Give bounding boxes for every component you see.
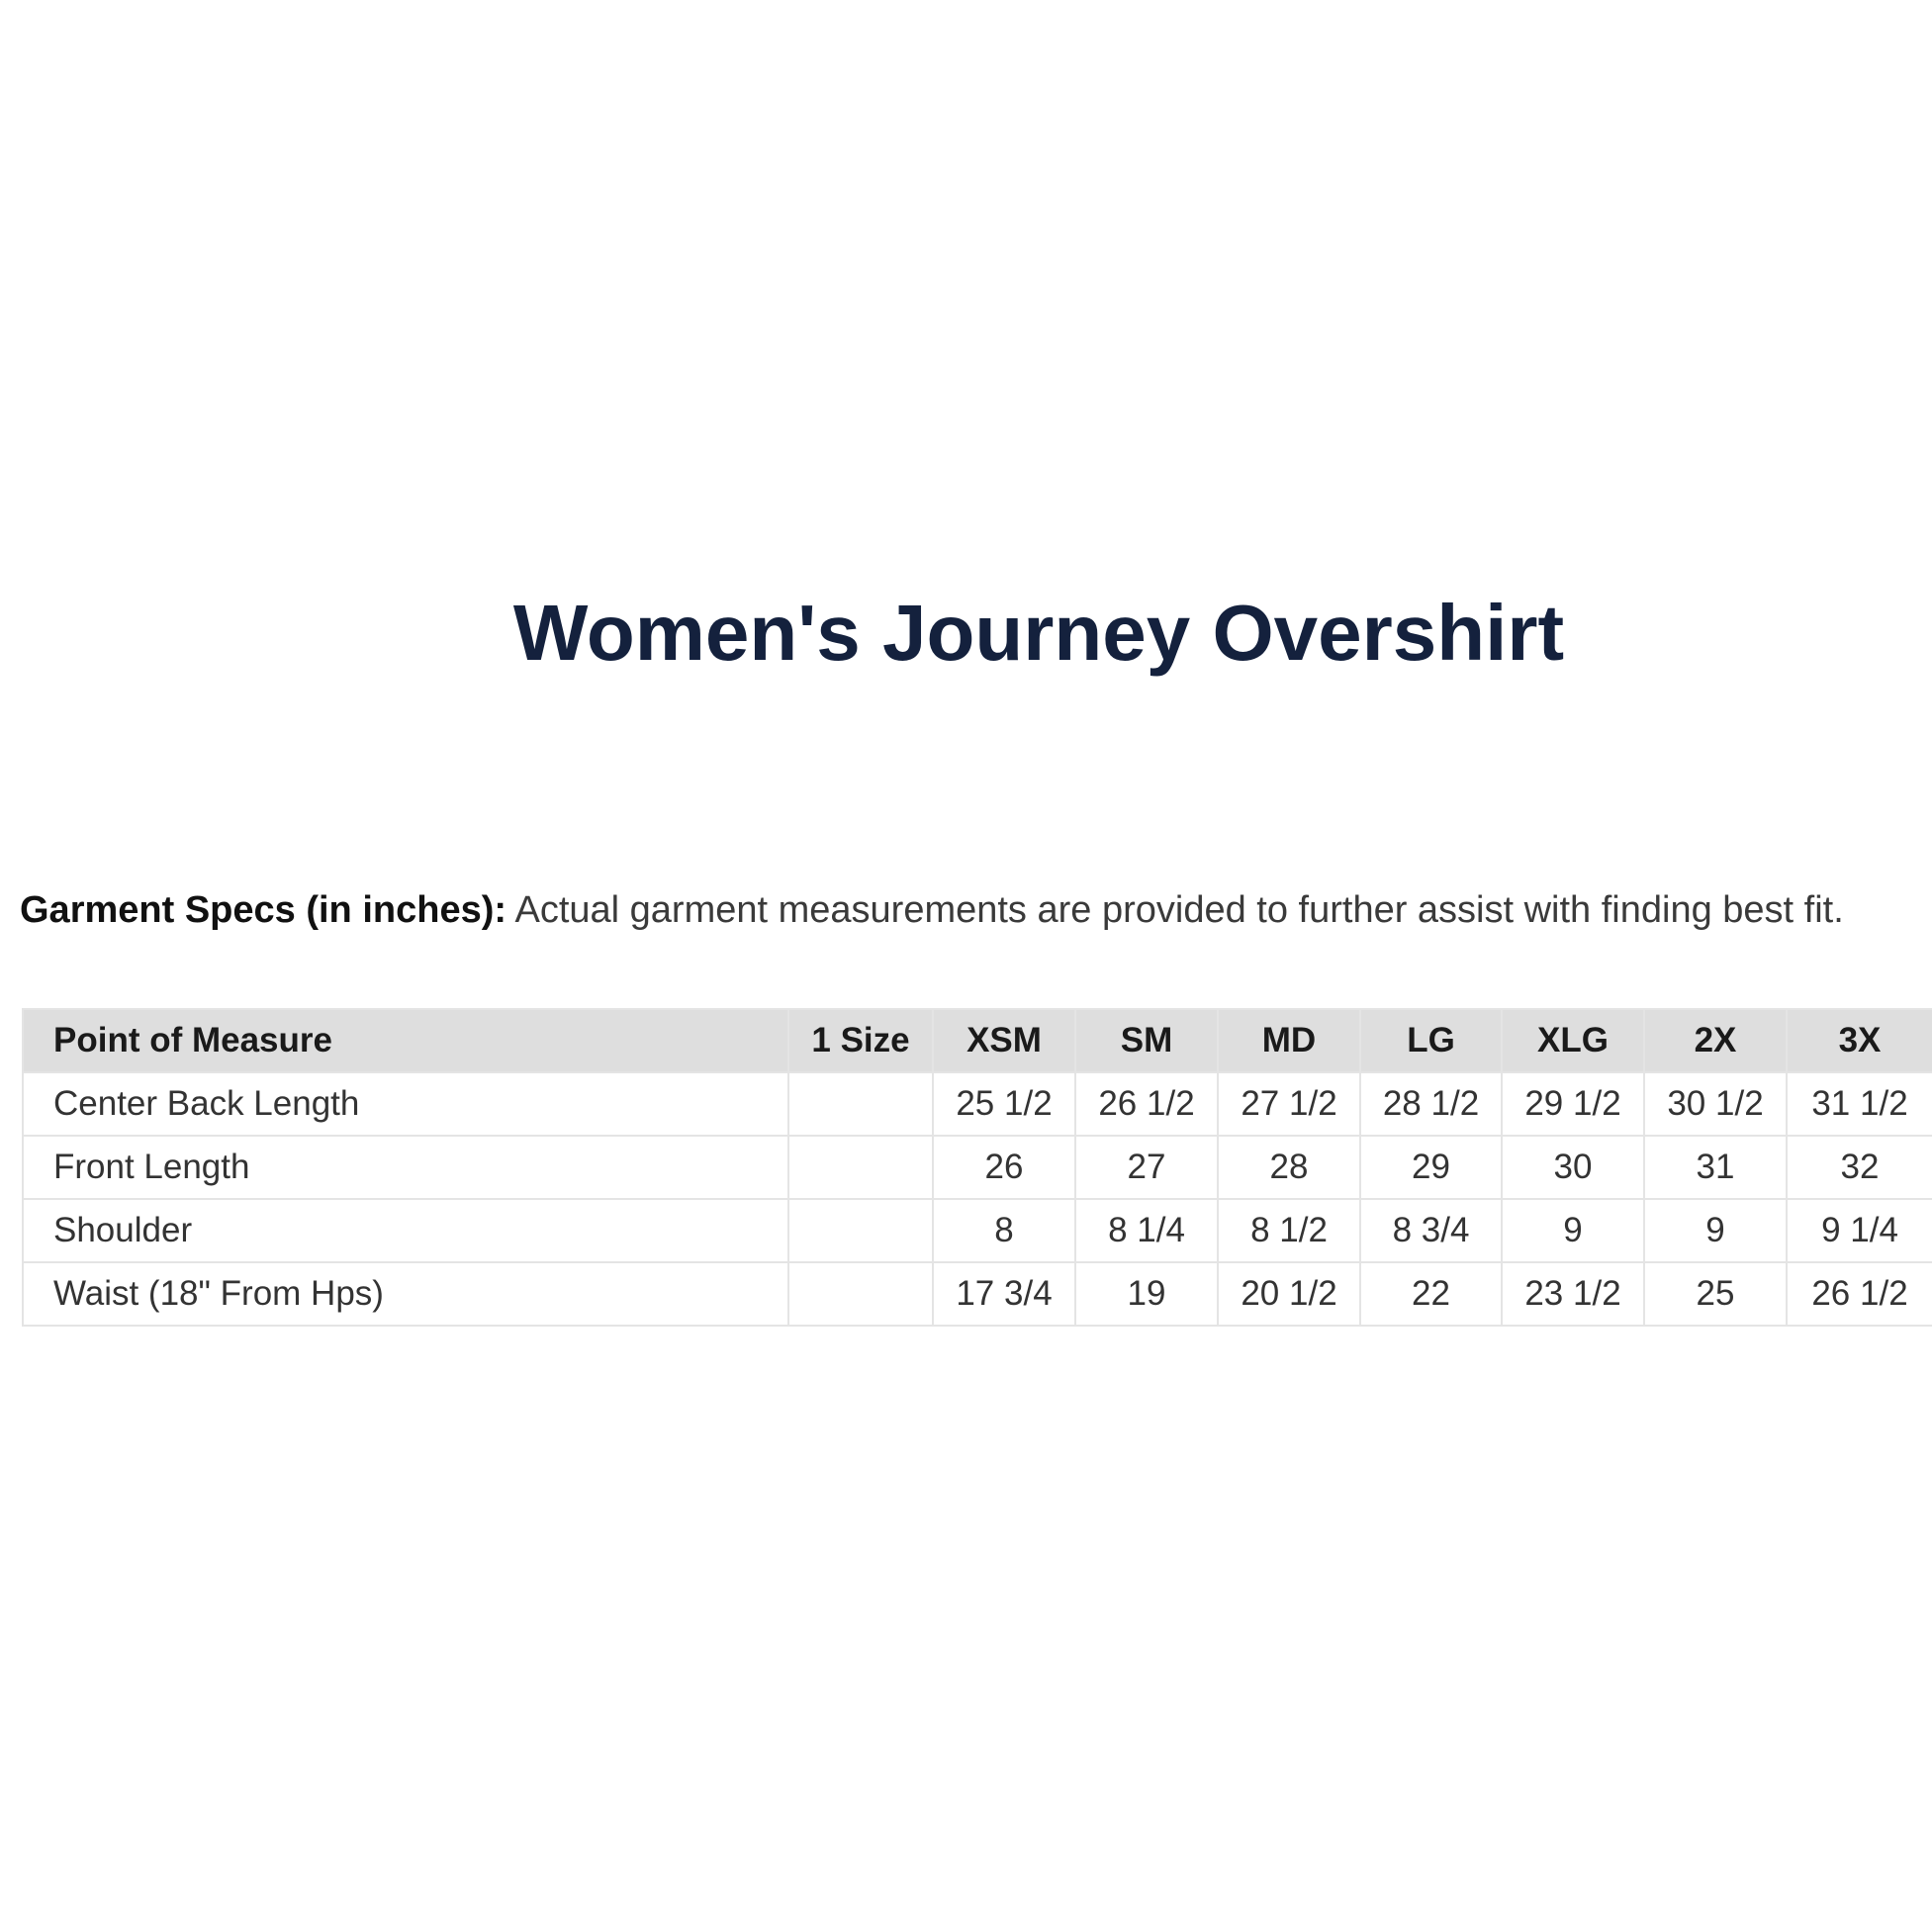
table-row — [23, 1072, 1932, 1136]
table-row — [23, 1199, 1932, 1262]
table-cell: 20 1/2 — [1218, 1262, 1360, 1326]
table-cell: 28 — [1218, 1136, 1360, 1199]
table-cell: 8 1/4 — [1075, 1199, 1218, 1262]
table-cell: 30 1/2 — [1644, 1072, 1787, 1136]
table-cell: 17 3/4 — [933, 1262, 1075, 1326]
column-header-xlg: XLG — [1502, 1009, 1644, 1072]
table-cell: 25 1/2 — [933, 1072, 1075, 1136]
table-cell: 8 3/4 — [1360, 1199, 1502, 1262]
table-cell: 31 — [1644, 1136, 1787, 1199]
garment-specs-label: Garment Specs (in inches): — [20, 889, 507, 931]
table-cell: 30 — [1502, 1136, 1644, 1199]
table-cell: 32 — [1787, 1136, 1932, 1199]
table-cell — [788, 1072, 933, 1136]
garment-specs-description: Actual garment measurements are provided to further assist with finding best fit. — [506, 889, 1844, 931]
column-header-xsm: XSM — [933, 1009, 1075, 1072]
table-cell: 27 — [1075, 1136, 1218, 1199]
table-cell: 23 1/2 — [1502, 1262, 1644, 1326]
column-header-lg: LG — [1360, 1009, 1502, 1072]
table-row — [23, 1136, 1932, 1199]
column-header-2x: 2X — [1644, 1009, 1787, 1072]
table-cell: 25 — [1644, 1262, 1787, 1326]
table-cell: 29 — [1360, 1136, 1502, 1199]
table-header-row — [23, 1009, 1932, 1072]
table-cell: 31 1/2 — [1787, 1072, 1932, 1136]
table-cell: 9 — [1644, 1199, 1787, 1262]
table-cell: 22 — [1360, 1262, 1502, 1326]
table-cell: 26 — [933, 1136, 1075, 1199]
table-cell: 8 — [933, 1199, 1075, 1262]
page-title: Women's Journey Overshirt — [512, 589, 1565, 677]
table-cell: 28 1/2 — [1360, 1072, 1502, 1136]
table-cell — [788, 1199, 933, 1262]
size-chart-table — [22, 1008, 1932, 1327]
table-cell: 19 — [1075, 1262, 1218, 1326]
row-label: Center Back Length — [23, 1072, 788, 1136]
column-header-one-size: 1 Size — [788, 1009, 933, 1072]
column-header-point-of-measure: Point of Measure — [23, 1009, 788, 1072]
row-label: Shoulder — [23, 1199, 788, 1262]
column-header-md: MD — [1218, 1009, 1360, 1072]
column-header-3x: 3X — [1787, 1009, 1932, 1072]
table-cell: 8 1/2 — [1218, 1199, 1360, 1262]
row-label: Front Length — [23, 1136, 788, 1199]
table-row — [23, 1262, 1932, 1326]
table-cell: 26 1/2 — [1075, 1072, 1218, 1136]
table-cell — [788, 1262, 933, 1326]
table-cell — [788, 1136, 933, 1199]
table-cell: 9 1/4 — [1787, 1199, 1932, 1262]
row-label: Waist (18" From Hps) — [23, 1262, 788, 1326]
table-cell: 27 1/2 — [1218, 1072, 1360, 1136]
column-header-sm: SM — [1075, 1009, 1218, 1072]
table-cell: 26 1/2 — [1787, 1262, 1932, 1326]
table-cell: 9 — [1502, 1199, 1644, 1262]
table-cell: 29 1/2 — [1502, 1072, 1644, 1136]
garment-specs-note — [20, 885, 1929, 935]
